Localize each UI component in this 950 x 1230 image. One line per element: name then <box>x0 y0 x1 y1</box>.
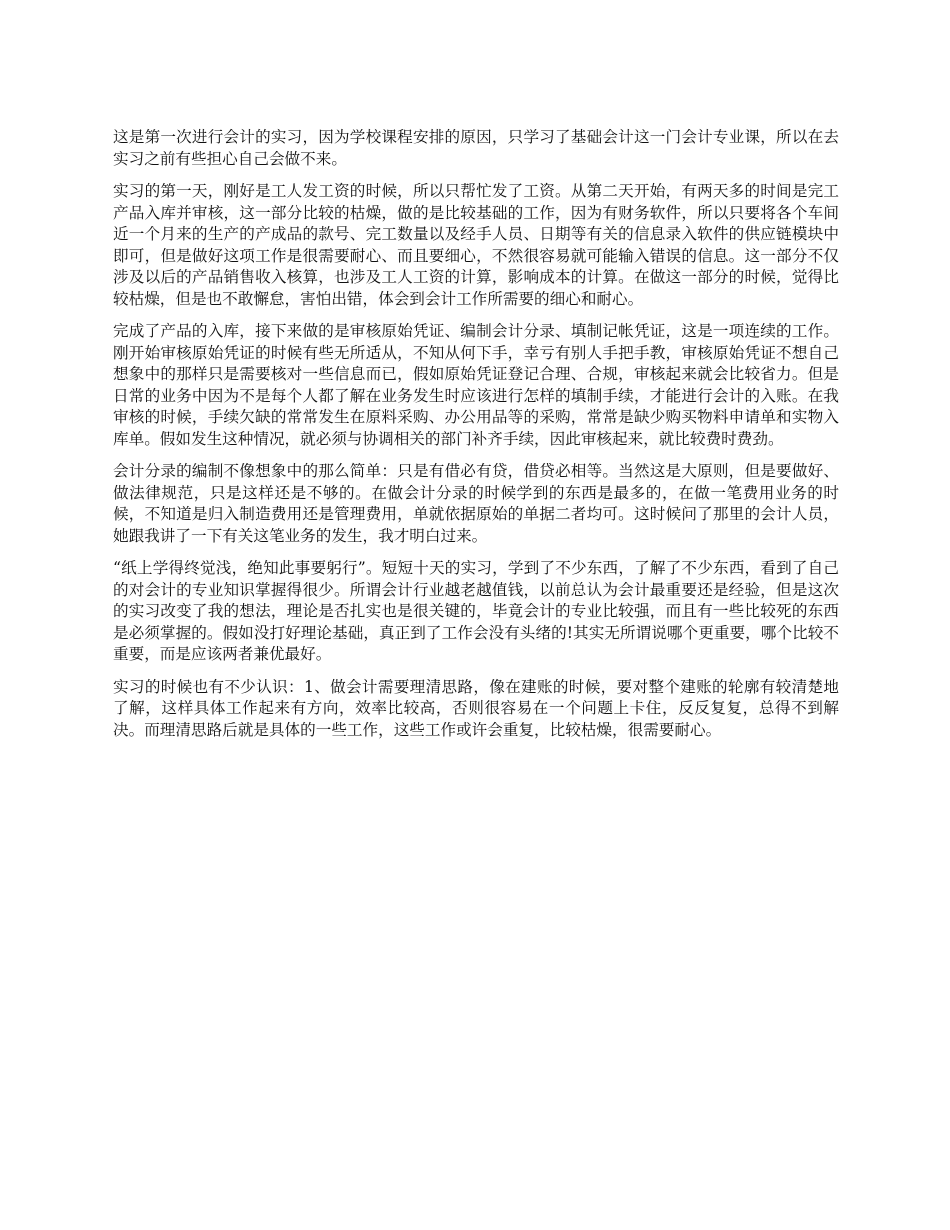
document-page <box>113 127 839 752</box>
paragraph-1: 这是第一次进行会计的实习，因为学校课程安排的原因，只学习了基础会计这一门会计专业课，所以在去实习之前有些担心自己会做不来。 <box>113 128 839 168</box>
paragraph-4: 会计分录的编制不像想象中的那么简单：只是有借必有贷，借贷必相等。当然这是大原则，但是要做好、做法律规范，只是这样还是不够的。在做会计分录的时候学到的东西是最多的，在做一笔费用业务的时候，不知道是归入制造费用还是管理费用，单就依据原始的单据二者均可。这时候问了那里的会计人员，她跟我讲了一下有关这笔业务的发生，我才明白过来。 <box>113 462 839 545</box>
paragraph-5: “纸上学得终觉浅，绝知此事要躬行”。短短十天的实习，学到了不少东西，了解了不少东西，看到了自己的对会计的专业知识掌握得很少。所谓会计行业越老越值钱，以前总认为会计最重要还是经验，但是这次的实习改变了我的想法，理论是否扎实也是很关键的，毕竟会计的专业比较强，而且有一些比较死的东西是必须掌握的。假如没打好理论基础，真正到了工作会没有头绪的!其实无所谓说哪个更重要，哪个比较不重要，而是应该两者兼优最好。 <box>113 559 839 663</box>
paragraph-3: 完成了产品的入库，接下来做的是审核原始凭证、编制会计分录、填制记帐凭证，这是一项连续的工作。刚开始审核原始凭证的时候有些无所适从，不知从何下手，幸亏有别人手把手教，审核原始凭证不想自己想象中的那样只是需要核对一些信息而已，假如原始凭证登记合理、合规，审核起来就会比较省力。但是日常的业务中因为不是每个人都了解在业务发生时应该进行怎样的填制手续，才能进行会计的入账。在我审核的时候，手续欠缺的常常发生在原料采购、办公用品等的采购，常常是缺少购买物料申请单和实物入库单。假如发生这种情况，就必须与协调相关的部门补齐手续，因此审核起来，就比较费时费劲。 <box>113 322 839 448</box>
paragraph-6: 实习的时候也有不少认识：1、做会计需要理清思路，像在建账的时候，要对整个建账的轮廓有较清楚地了解，这样具体工作起来有方向，效率比较高，否则很容易在一个问题上卡住，反反复复，总得不到解决。而理清思路后就是具体的一些工作，这些工作或许会重复，比较枯燥，很需要耐心。 <box>113 677 839 739</box>
paragraph-2: 实习的第一天，刚好是工人发工资的时候，所以只帮忙发了工资。从第二天开始，有两天多的时间是完工产品入库并审核，这一部分比较的枯燥，做的是比较基础的工作，因为有财务软件，所以只要将各个车间近一个月来的生产的产成品的款号、完工数量以及经手人员、日期等有关的信息录入软件的供应链模块中即可，但是做好这项工作是很需要耐心、而且要细心，不然很容易就可能输入错误的信息。这一部分不仅涉及以后的产品销售收入核算，也涉及工人工资的计算，影响成本的计算。在做这一部分的时候，觉得比较枯燥，但是也不敢懈怠，害怕出错，体会到会计工作所需要的细心和耐心。 <box>113 182 839 308</box>
